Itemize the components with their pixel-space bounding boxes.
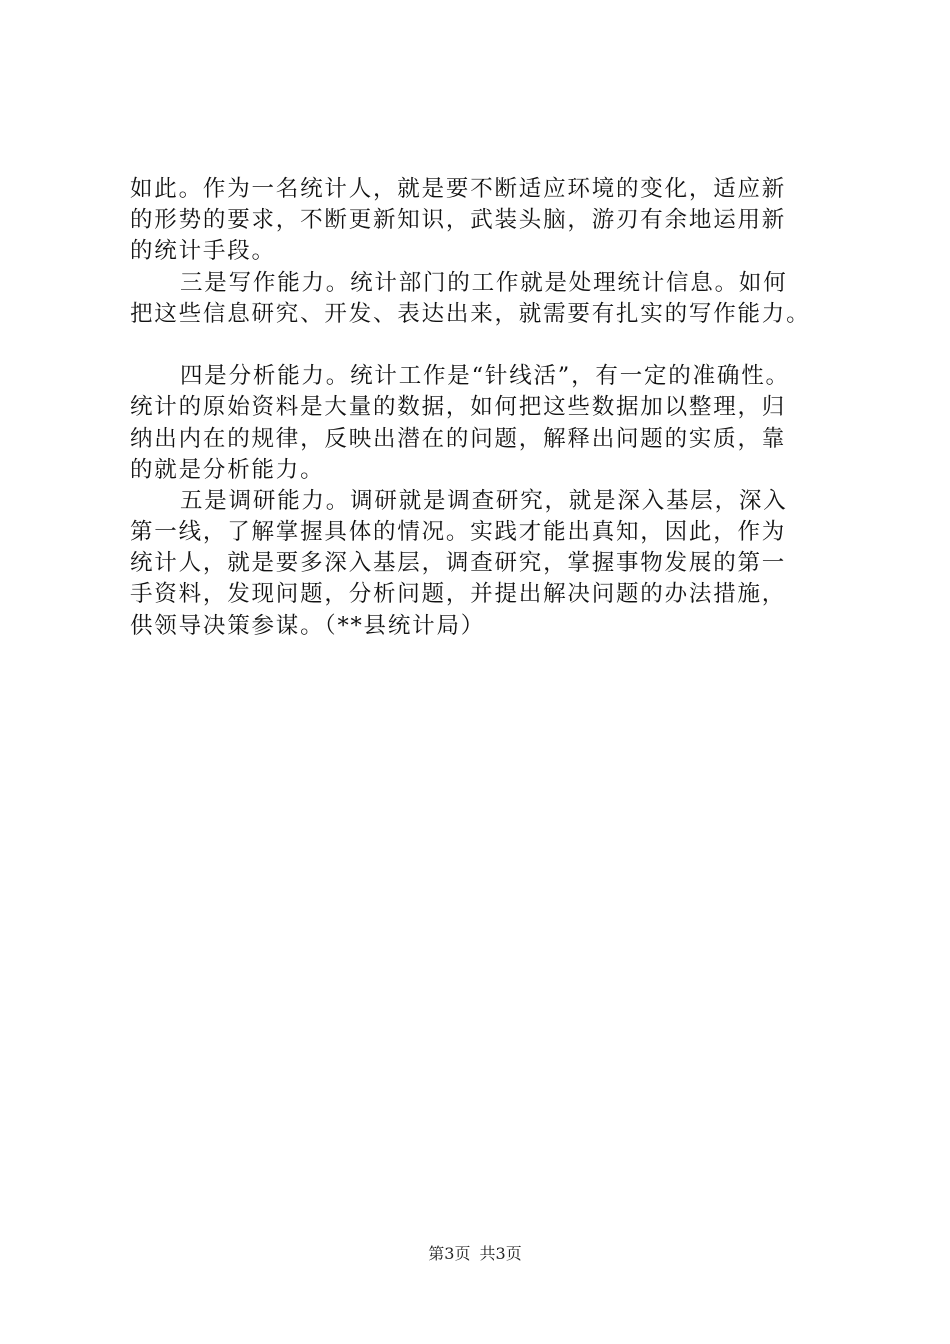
paragraph-start-line: 四是分析能力。统计工作是“针线活”，有一定的准确性。 [180, 363, 790, 390]
page-footer [0, 1243, 950, 1265]
text-line: 统计的原始资料是大量的数据，如何把这些数据加以整理，归 [130, 394, 787, 421]
paragraph-start-line: 三是写作能力。统计部门的工作就是处理统计信息。如何 [180, 269, 788, 296]
text-line: 纳出内在的规律，反映出潜在的问题，解释出问题的实质，靠 [130, 425, 787, 452]
page-number: 第3页 [428, 1244, 471, 1263]
text-line: 手资料，发现问题，分析问题，并提出解决问题的办法措施， [130, 581, 787, 608]
text-line: 的统计手段。 [130, 238, 276, 265]
text-line: 供领导决策参谋。（**县统计局） [130, 612, 486, 639]
page-total: 共3页 [479, 1244, 522, 1263]
text-line: 统计人，就是要多深入基层，调查研究，掌握事物发展的第一 [130, 550, 787, 577]
paragraph-start-line: 五是调研能力。调研就是调查研究，就是深入基层，深入 [180, 487, 788, 514]
paragraph-gap [130, 330, 850, 361]
document-body [130, 174, 850, 642]
text-line: 第一线，了解掌握具体的情况。实践才能出真知，因此，作为 [130, 519, 787, 546]
text-line: 的形势的要求，不断更新知识，武装头脑，游刃有余地运用新 [130, 207, 787, 234]
text-line: 的就是分析能力。 [130, 456, 325, 483]
text-line: 把这些信息研究、开发、表达出来，就需要有扎实的写作能力。 [130, 300, 811, 327]
text-line: 如此。作为一名统计人，就是要不断适应环境的变化，适应新 [130, 176, 787, 202]
